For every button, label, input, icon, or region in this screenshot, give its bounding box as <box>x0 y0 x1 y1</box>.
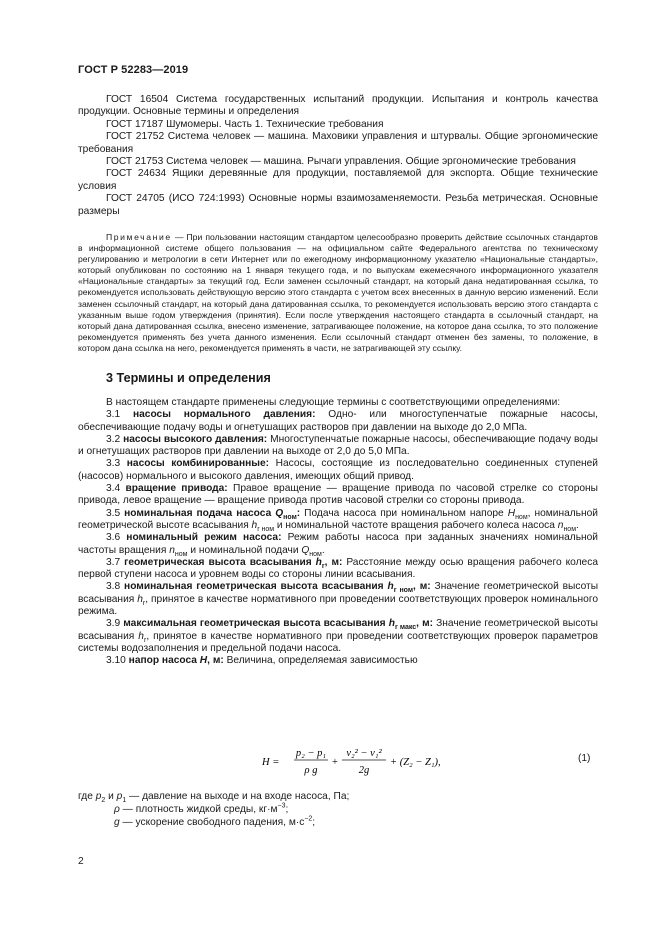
term-3-5: 3.5 номинальная подача насоса $Q_{ном}$: Подача насоса при номинальном напоре $H_{ном}$, номинальной геометрической высоте всасывания $h_{r ном}$ и номинальной частоте вращения рабочего колеса насоса $n_{ном}$. <box>78 507 598 533</box>
term-3-4: 3.4 вращение привода: Правое вращение — вращение привода по часовой стрелке со стороны привода, левое вращение — вращение привода против часовой стрелки со стороны привода. <box>78 483 598 507</box>
section-intro: В настоящем стандарте применены следующие термины с соответствующими определениями: <box>106 397 561 408</box>
formula-lhs: H = <box>262 757 280 768</box>
page-number: 2 <box>78 856 84 867</box>
term-3-7: 3.7 геометрическая высота всасывания $h_r$, м: Расстояние между осью вращения рабочего колеса первой ступени насоса и уровнем воды со стороны линии всасывания. <box>78 556 598 581</box>
term-3-3: 3.3 насосы комбинированные: Насосы, состоящие из последовательно соединенных ступеней (насосов) нормального и высокого давления, имеющих общий привод. <box>78 458 598 482</box>
note-label: Примечание <box>106 232 172 242</box>
reference-item: ГОСТ 21752 Система человек — машина. Маховики управления и штурвалы. Общие эргономические требования <box>78 131 598 155</box>
equation-number: (1) <box>578 753 591 764</box>
note-text: — При пользовании настоящим стандартом целесообразно проверить действие ссылочных стандартов в информационной системе общего пользования — на официальном сайте Федерального агентства по техническому регулированию и метрологии в сети Интернет или по ежегодному информационному указателю «Национальные стандарты», который опубликован по состоянию на 1 января текущего года, и по выпускам ежемесячного информационного указателя «Национальные стандарты» за текущий год. Если заменен ссылочный стандарт, на который дана недатированная ссылка, то рекомендуется использовать действующую версию этого стандарта с учетом всех внесенных в данную версию изменений. Если заменен ссылочный стандарт, на который дана датированная ссылка, то рекомендуется использовать версию этого стандарта с указанным выше годом утверждения (принятия). Если после утверждения настоящего стандарта в ссылочный стандарт, на который дана датированная ссылка, внесено изменение, затрагивающее положение, на которое дана ссылка, то это положение рекомендуется применять без учета данного изменения. Если ссылочный стандарт отменен без замены, то положение, в котором дана ссылка на него, рекомендуется применять в части, не затрагивающей эту ссылку. <box>78 232 598 353</box>
reference-item: ГОСТ 24705 (ИСО 724:1993) Основные нормы взаимозаменяемости. Резьба метрическая. Основные размеры <box>78 193 598 217</box>
document-header: ГОСТ Р 52283—2019 <box>78 64 189 76</box>
section-title: 3 Термины и определения <box>106 371 271 385</box>
term-3-10: 3.10 напор насоса H, м: Величина, определяемая зависимостью <box>106 655 418 667</box>
note-block <box>78 232 598 354</box>
formula-plus: + <box>332 757 338 768</box>
fraction-1-denominator: ρ g <box>304 765 318 776</box>
reference-item: ГОСТ 21753 Система человек — машина. Рычаги управления. Общие эргономические требования <box>106 156 576 168</box>
legend-line-gravity: g — ускорение свободного падения, $м\cdot с^{-2}$; <box>114 815 316 828</box>
legend-line-pressure: где $p_2$ и $p_1$ — давление на выходе и на входе насоса, Па; <box>78 791 350 805</box>
term-3-9: 3.9 максимальная геометрическая высота всасывания $h_{r макс}$, м: Значение геометрической высоты всасывания $h_r$, принятое в качестве нормативного при проведении соответствующих проверок параметров системы водозаполнения и предельной подачи насоса. <box>78 618 598 654</box>
formula-1 <box>262 744 592 780</box>
term-3-1: 3.1 насосы нормального давления: Одно- или многоступенчатые пожарные насосы, обеспечивающие подачу воды и огнетушащих растворов при давлении на выходе до 2,0 МПа. <box>78 409 599 433</box>
fraction-1-numerator: p₂ − p₁ <box>295 748 327 759</box>
term-3-6: 3.6 номинальный режим насоса: Режим работы насоса при заданных значениях номинальной частоты вращения $n_{ном}$ и номинальной подачи $Q_{ном}$. <box>78 532 598 558</box>
reference-item: ГОСТ 16504 Система государственных испытаний продукции. Испытания и контроль качества продукции. Основные термины и определения <box>78 94 598 118</box>
formula-legend <box>78 790 598 829</box>
legend-line-density: ρ — плотность жидкой среды, $кг\cdot м^{-3}$; <box>114 802 289 815</box>
references-list <box>78 94 598 218</box>
reference-item: ГОСТ 24634 Ящики деревянные для продукции, поставляемой для экспорта. Общие технические условия <box>78 168 598 192</box>
formula-tail: + (Z₂ − Z₁), <box>390 757 441 768</box>
reference-item: ГОСТ 17187 Шумомеры. Часть 1. Технические требования <box>106 118 384 130</box>
fraction-2-denominator: 2g <box>358 765 370 776</box>
term-3-2: 3.2 насосы высокого давления: Многоступенчатые пожарные насосы, обеспечивающие подачу воды и огнетушащих растворов при давлении на выходе от 2,0 до 5,0 МПа. <box>78 433 598 458</box>
fraction-2-numerator: v₂² − v₁² <box>346 748 382 759</box>
terms-list <box>78 397 598 668</box>
term-3-8: 3.8 номинальная геометрическая высота всасывания $h_{r ном}$, м: Значение геометрической высоты всасывания $h_r$, принятое в качестве нормативного при проведении соответствующих проверок номинального режима. <box>78 581 599 618</box>
